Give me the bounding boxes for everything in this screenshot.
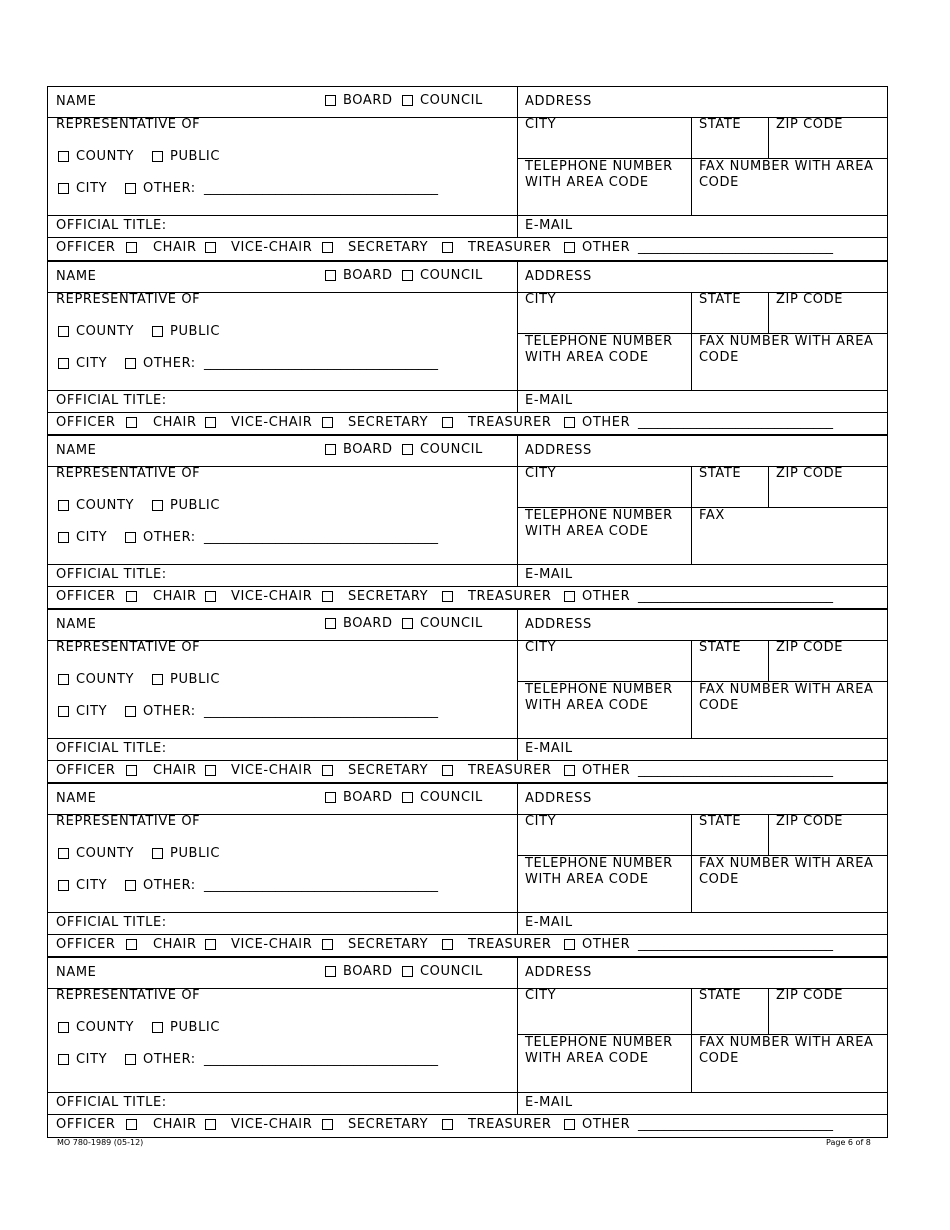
other-officer-label: OTHER [582,937,631,952]
city-checkbox[interactable] [58,1054,69,1065]
officer-checkbox[interactable] [126,939,137,950]
secretary-label: SECRETARY [348,240,429,255]
state-label: STATE [699,814,742,829]
zip-code-label: ZIP CODE [776,117,844,132]
name-label: NAME [56,617,97,632]
row-divider [48,412,887,413]
public-label: PUBLIC [170,1020,221,1035]
zip-code-label: ZIP CODE [776,292,844,307]
other-line: ____________________________________ [204,356,438,371]
other-label: OTHER: [143,181,196,196]
city-checkbox-label: CITY [76,1052,108,1067]
row-divider [48,1114,887,1115]
other-officer-label: OTHER [582,415,631,430]
county-checkbox[interactable] [58,848,69,859]
board-label: BOARD [343,964,393,979]
other-officer-line: ______________________________ [638,1117,833,1132]
treasurer-checkbox[interactable] [564,765,575,776]
secretary-label: SECRETARY [348,415,429,430]
public-checkbox[interactable] [152,151,163,162]
chair-label: CHAIR [153,1117,197,1132]
official-title-label: OFFICIAL TITLE: [56,1095,167,1110]
other-officer-line: ______________________________ [638,937,833,952]
chair-checkbox[interactable] [205,591,216,602]
vice-chair-checkbox[interactable] [322,591,333,602]
other-checkbox[interactable] [125,880,136,891]
secretary-checkbox[interactable] [442,591,453,602]
telephone-label: TELEPHONE NUMBER WITH AREA CODE [525,508,673,539]
county-label: COUNTY [76,846,135,861]
council-label: COUNCIL [420,442,483,457]
secretary-label: SECRETARY [348,763,429,778]
telephone-label: TELEPHONE NUMBER WITH AREA CODE [525,682,673,713]
other-officer-line: ______________________________ [638,240,833,255]
county-label: COUNTY [76,672,135,687]
officer-label: OFFICER [56,937,116,952]
board-label: BOARD [343,93,393,108]
officer-checkbox[interactable] [126,242,137,253]
other-officer-label: OTHER [582,1117,631,1132]
chair-label: CHAIR [153,937,197,952]
column-divider [691,466,692,564]
chair-checkbox[interactable] [205,1119,216,1130]
representative-entry [47,956,888,1138]
other-checkbox[interactable] [125,358,136,369]
treasurer-label: TREASURER [468,763,552,778]
other-line: ____________________________________ [204,181,438,196]
treasurer-label: TREASURER [468,937,552,952]
name-label: NAME [56,791,97,806]
officer-label: OFFICER [56,240,116,255]
row-divider [48,738,887,739]
state-label: STATE [699,640,742,655]
public-checkbox[interactable] [152,326,163,337]
representative-of-label: REPRESENTATIVE OF [56,640,201,655]
county-label: COUNTY [76,149,135,164]
state-label: STATE [699,117,742,132]
column-divider [517,436,518,586]
column-divider [768,988,769,1034]
treasurer-label: TREASURER [468,589,552,604]
council-label: COUNCIL [420,790,483,805]
email-label: E-MAIL [525,915,573,930]
city-checkbox[interactable] [58,183,69,194]
other-checkbox[interactable] [125,706,136,717]
chair-checkbox[interactable] [205,417,216,428]
board-label: BOARD [343,790,393,805]
secretary-checkbox[interactable] [442,242,453,253]
secretary-checkbox[interactable] [442,765,453,776]
public-label: PUBLIC [170,846,221,861]
public-checkbox[interactable] [152,500,163,511]
vice-chair-checkbox[interactable] [322,417,333,428]
treasurer-label: TREASURER [468,415,552,430]
representative-entry [47,86,888,260]
public-label: PUBLIC [170,324,221,339]
city-label: CITY [525,292,557,307]
fax-label: FAX NUMBER WITH AREA CODE [699,159,874,190]
column-divider [517,262,518,412]
treasurer-checkbox[interactable] [564,242,575,253]
chair-checkbox[interactable] [205,939,216,950]
vice-chair-checkbox[interactable] [322,242,333,253]
email-label: E-MAIL [525,393,573,408]
official-title-label: OFFICIAL TITLE: [56,393,167,408]
representative-of-label: REPRESENTATIVE OF [56,814,201,829]
secretary-label: SECRETARY [348,937,429,952]
city-checkbox-label: CITY [76,356,108,371]
county-checkbox[interactable] [58,326,69,337]
city-checkbox-label: CITY [76,530,108,545]
other-line: ____________________________________ [204,1052,438,1067]
officer-checkbox[interactable] [126,1119,137,1130]
council-checkbox[interactable] [402,618,413,629]
chair-label: CHAIR [153,415,197,430]
zip-code-label: ZIP CODE [776,466,844,481]
representative-entry [47,434,888,608]
vice-chair-label: VICE-CHAIR [231,240,313,255]
address-label: ADDRESS [525,94,592,109]
column-divider [691,988,692,1092]
council-checkbox[interactable] [402,444,413,455]
state-label: STATE [699,466,742,481]
city-checkbox-label: CITY [76,181,108,196]
state-label: STATE [699,988,742,1003]
public-checkbox[interactable] [152,674,163,685]
council-checkbox[interactable] [402,966,413,977]
county-checkbox[interactable] [58,151,69,162]
treasurer-label: TREASURER [468,240,552,255]
other-officer-label: OTHER [582,240,631,255]
county-checkbox[interactable] [58,674,69,685]
column-divider [691,292,692,390]
column-divider [768,640,769,681]
board-checkbox[interactable] [325,95,336,106]
city-checkbox[interactable] [58,706,69,717]
zip-code-label: ZIP CODE [776,814,844,829]
email-label: E-MAIL [525,1095,573,1110]
other-label: OTHER: [143,1052,196,1067]
city-checkbox[interactable] [58,532,69,543]
board-label: BOARD [343,442,393,457]
column-divider [517,784,518,934]
vice-chair-label: VICE-CHAIR [231,415,313,430]
column-divider [768,466,769,507]
column-divider [517,610,518,760]
column-divider [691,117,692,215]
official-title-label: OFFICIAL TITLE: [56,915,167,930]
zip-code-label: ZIP CODE [776,640,844,655]
officer-label: OFFICER [56,763,116,778]
county-checkbox[interactable] [58,1022,69,1033]
city-label: CITY [525,988,557,1003]
other-checkbox[interactable] [125,1054,136,1065]
board-checkbox[interactable] [325,966,336,977]
other-label: OTHER: [143,530,196,545]
representative-entry [47,608,888,782]
officer-checkbox[interactable] [126,591,137,602]
column-divider [691,640,692,738]
council-label: COUNCIL [420,93,483,108]
representative-entry [47,782,888,956]
fax-label: FAX NUMBER WITH AREA CODE [699,1035,874,1066]
page-number: Page 6 of 8 [826,1138,871,1147]
board-checkbox[interactable] [325,444,336,455]
officer-label: OFFICER [56,415,116,430]
zip-code-label: ZIP CODE [776,988,844,1003]
column-divider [768,117,769,158]
other-officer-line: ______________________________ [638,415,833,430]
board-checkbox[interactable] [325,270,336,281]
name-label: NAME [56,443,97,458]
representative-of-label: REPRESENTATIVE OF [56,292,201,307]
vice-chair-checkbox[interactable] [322,939,333,950]
column-divider [691,814,692,912]
row-divider [48,586,887,587]
chair-label: CHAIR [153,763,197,778]
public-checkbox[interactable] [152,848,163,859]
row-divider [48,1092,887,1093]
public-label: PUBLIC [170,149,221,164]
secretary-checkbox[interactable] [442,939,453,950]
fax-label: FAX NUMBER WITH AREA CODE [699,334,874,365]
treasurer-label: TREASURER [468,1117,552,1132]
council-label: COUNCIL [420,268,483,283]
secretary-label: SECRETARY [348,1117,429,1132]
row-divider [48,390,887,391]
city-label: CITY [525,640,557,655]
city-checkbox[interactable] [58,358,69,369]
city-label: CITY [525,814,557,829]
other-officer-label: OTHER [582,589,631,604]
city-checkbox-label: CITY [76,878,108,893]
address-label: ADDRESS [525,791,592,806]
secretary-checkbox[interactable] [442,417,453,428]
row-divider [48,237,887,238]
telephone-label: TELEPHONE NUMBER WITH AREA CODE [525,334,673,365]
telephone-label: TELEPHONE NUMBER WITH AREA CODE [525,159,673,190]
official-title-label: OFFICIAL TITLE: [56,741,167,756]
county-checkbox[interactable] [58,500,69,511]
form-number: MO 780-1989 (05-12) [57,1138,144,1147]
officer-label: OFFICER [56,1117,116,1132]
board-checkbox[interactable] [325,792,336,803]
vice-chair-checkbox[interactable] [322,1119,333,1130]
treasurer-checkbox[interactable] [564,1119,575,1130]
other-label: OTHER: [143,878,196,893]
board-checkbox[interactable] [325,618,336,629]
officer-checkbox[interactable] [126,765,137,776]
representative-entry [47,260,888,434]
city-label: CITY [525,117,557,132]
telephone-label: TELEPHONE NUMBER WITH AREA CODE [525,1035,673,1066]
city-label: CITY [525,466,557,481]
row-divider [48,564,887,565]
telephone-label: TELEPHONE NUMBER WITH AREA CODE [525,856,673,887]
name-label: NAME [56,269,97,284]
chair-label: CHAIR [153,240,197,255]
other-line: ____________________________________ [204,530,438,545]
officer-checkbox[interactable] [126,417,137,428]
email-label: E-MAIL [525,741,573,756]
fax-label: FAX NUMBER WITH AREA CODE [699,856,874,887]
city-checkbox[interactable] [58,880,69,891]
column-divider [517,958,518,1114]
other-checkbox[interactable] [125,532,136,543]
official-title-label: OFFICIAL TITLE: [56,218,167,233]
vice-chair-label: VICE-CHAIR [231,589,313,604]
other-officer-label: OTHER [582,763,631,778]
representative-of-label: REPRESENTATIVE OF [56,466,201,481]
column-divider [768,814,769,855]
council-checkbox[interactable] [402,792,413,803]
other-label: OTHER: [143,356,196,371]
public-checkbox[interactable] [152,1022,163,1033]
secretary-label: SECRETARY [348,589,429,604]
council-checkbox[interactable] [402,95,413,106]
email-label: E-MAIL [525,218,573,233]
council-label: COUNCIL [420,616,483,631]
representative-of-label: REPRESENTATIVE OF [56,117,201,132]
column-divider [768,292,769,333]
row-divider [48,934,887,935]
official-title-label: OFFICIAL TITLE: [56,567,167,582]
secretary-checkbox[interactable] [442,1119,453,1130]
vice-chair-label: VICE-CHAIR [231,763,313,778]
chair-label: CHAIR [153,589,197,604]
county-label: COUNTY [76,324,135,339]
council-label: COUNCIL [420,964,483,979]
county-label: COUNTY [76,498,135,513]
representatives-form [47,86,888,1138]
other-label: OTHER: [143,704,196,719]
chair-checkbox[interactable] [205,242,216,253]
board-label: BOARD [343,616,393,631]
board-label: BOARD [343,268,393,283]
row-divider [48,912,887,913]
address-label: ADDRESS [525,443,592,458]
fax-label: FAX NUMBER WITH AREA CODE [699,682,874,713]
city-checkbox-label: CITY [76,704,108,719]
county-label: COUNTY [76,1020,135,1035]
treasurer-checkbox[interactable] [564,417,575,428]
vice-chair-label: VICE-CHAIR [231,1117,313,1132]
name-label: NAME [56,94,97,109]
email-label: E-MAIL [525,567,573,582]
treasurer-checkbox[interactable] [564,591,575,602]
vice-chair-label: VICE-CHAIR [231,937,313,952]
state-label: STATE [699,292,742,307]
other-line: ____________________________________ [204,878,438,893]
fax-label: FAX [699,508,725,523]
vice-chair-checkbox[interactable] [322,765,333,776]
column-divider [517,87,518,237]
public-label: PUBLIC [170,672,221,687]
council-checkbox[interactable] [402,270,413,281]
public-label: PUBLIC [170,498,221,513]
row-divider [48,215,887,216]
address-label: ADDRESS [525,965,592,980]
address-label: ADDRESS [525,269,592,284]
row-divider [48,760,887,761]
representative-of-label: REPRESENTATIVE OF [56,988,201,1003]
other-checkbox[interactable] [125,183,136,194]
officer-label: OFFICER [56,589,116,604]
chair-checkbox[interactable] [205,765,216,776]
name-label: NAME [56,965,97,980]
address-label: ADDRESS [525,617,592,632]
other-officer-line: ______________________________ [638,589,833,604]
other-line: ____________________________________ [204,704,438,719]
treasurer-checkbox[interactable] [564,939,575,950]
other-officer-line: ______________________________ [638,763,833,778]
